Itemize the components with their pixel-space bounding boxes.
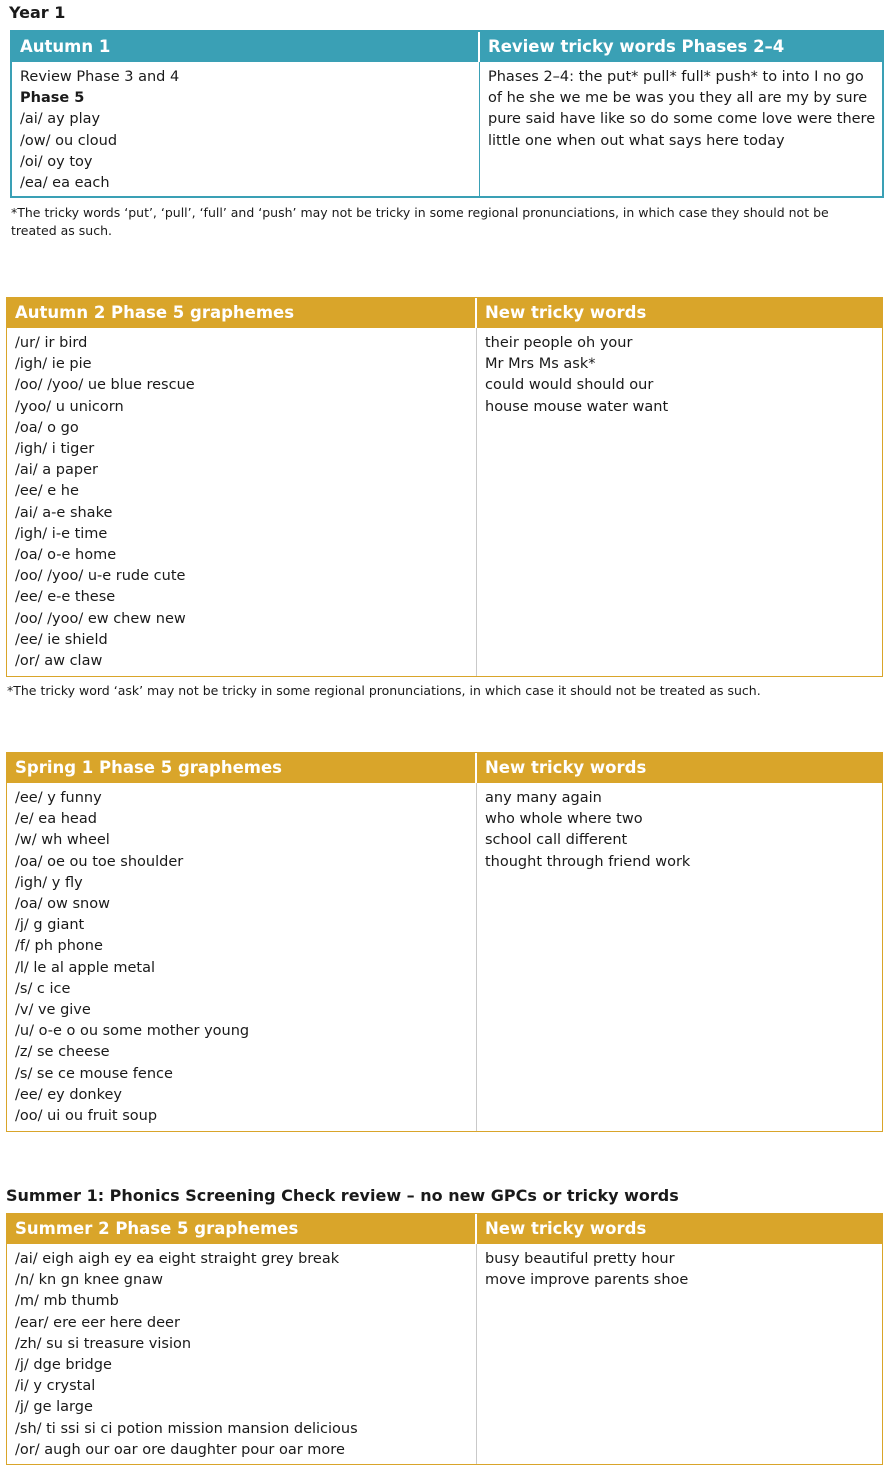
summer2-header-row: [7, 1214, 882, 1244]
summer1-heading: Summer 1: Phonics Screening Check review – no new GPCs or tricky words: [6, 1186, 679, 1205]
summer2-left-line: /j/ dge bridge: [15, 1357, 112, 1374]
autumn2-left-line: /ai/ a-e shake: [15, 504, 113, 521]
autumn1-body-row: [12, 62, 882, 196]
autumn2-header-row: [7, 298, 882, 328]
autumn2-left-line: /yoo/ u unicorn: [15, 398, 124, 415]
summer2-body-row: [7, 1244, 882, 1464]
spring1-left-line: /v/ ve give: [15, 1002, 91, 1019]
autumn2-left-line: /oo/ /yoo/ u-e rude cute: [15, 568, 186, 585]
autumn2-left-line: /oa/ o go: [15, 419, 79, 436]
autumn1-left-line: /oi/ oy toy: [20, 153, 93, 170]
autumn2-left-line: /ai/ a paper: [15, 462, 98, 479]
autumn2-left-line: /ur/ ir bird: [15, 335, 88, 351]
autumn2-note: *The tricky word ‘ask’ may not be tricky in some regional pronunciations, in which case it should not be treated as such.: [7, 683, 761, 698]
spring1-left-cell: [7, 783, 477, 1131]
autumn1-left-line: /ow/ ou cloud: [20, 132, 118, 149]
summer2-left-line: /or/ augh our oar ore daughter pour oar more: [15, 1441, 345, 1458]
spring1-right-cell: [477, 783, 882, 1131]
autumn1-left-line: Phase 5: [20, 90, 85, 107]
spring1-left-line: /l/ le al apple metal: [15, 959, 155, 976]
autumn1-right-line: of he she we me be was you they all are my by sure: [488, 90, 868, 107]
summer2-left-cell: [7, 1244, 477, 1464]
summer2-left-line: /ai/ eigh aigh ey ea eight straight grey break: [15, 1251, 340, 1267]
autumn2-left-cell: [7, 328, 477, 676]
spring1-right-line: thought through friend work: [485, 853, 691, 870]
autumn2-right-line: house mouse water want: [485, 398, 669, 415]
autumn1-right-line: pure said have like so do some come love were there: [488, 111, 876, 128]
spring1-left-line: /oa/ ow snow: [15, 896, 110, 913]
autumn2-left-line: /igh/ ie pie: [15, 356, 92, 373]
autumn2-left-line: /oa/ o-e home: [15, 547, 117, 564]
autumn1-right-line: Phases 2–4: the put* pull* full* push* to into I no go: [488, 69, 864, 85]
summer2-table: [6, 1213, 883, 1465]
autumn1-right-line: little one when out what says here today: [488, 132, 785, 149]
autumn1-header-right: Review tricky words Phases 2–4: [488, 37, 785, 56]
summer2-left-line: /i/ y crystal: [15, 1378, 96, 1395]
autumn2-right-line: could would should our: [485, 377, 654, 394]
autumn2-right-line: Mr Mrs Ms ask*: [485, 356, 596, 373]
autumn1-note-line: *The tricky words ‘put’, ‘pull’, ‘full’ and ‘push’ may not be tricky in some regional pronunciations, in which case they should not be: [11, 205, 829, 220]
autumn2-left-line: /oo/ /yoo/ ue blue rescue: [15, 377, 195, 394]
summer2-left-line: /m/ mb thumb: [15, 1293, 119, 1310]
autumn2-right-cell: [477, 328, 882, 676]
spring1-left-line: /s/ se ce mouse fence: [15, 1065, 173, 1082]
spring1-header-right: New tricky words: [485, 758, 647, 777]
autumn2-left-line: /ee/ e-e these: [15, 589, 116, 606]
summer2-header-left: Summer 2 Phase 5 graphemes: [7, 1214, 477, 1244]
summer2-left-line: /n/ kn gn knee gnaw: [15, 1272, 163, 1289]
spring1-left-line: /j/ g giant: [15, 917, 85, 934]
spring1-left-line: /oa/ oe ou toe shoulder: [15, 853, 184, 870]
spring1-header-row: [7, 753, 882, 783]
spring1-body-row: [7, 783, 882, 1131]
autumn2-left-line: /igh/ i tiger: [15, 441, 95, 458]
autumn2-right-line: their people oh your: [485, 335, 633, 351]
summer2-left-line: /sh/ ti ssi si ci potion mission mansion delicious: [15, 1420, 358, 1437]
autumn1-header-row: [12, 32, 882, 62]
spring1-right-line: who whole where two: [485, 811, 643, 828]
autumn1-right-cell: [480, 62, 882, 196]
spring1-left-line: /e/ ea head: [15, 811, 97, 828]
spring1-left-line: /u/ o-e o ou some mother young: [15, 1023, 250, 1040]
spring1-right-line: any many again: [485, 790, 602, 806]
spring1-left-line: /w/ wh wheel: [15, 832, 110, 849]
autumn2-left-line: /igh/ i-e time: [15, 525, 108, 542]
spring1-left-line: /ee/ ey donkey: [15, 1086, 122, 1103]
autumn2-table: [6, 297, 883, 677]
summer2-left-line: /ear/ ere eer here deer: [15, 1314, 180, 1331]
spring1-table: [6, 752, 883, 1132]
autumn2-left-line: /or/ aw claw: [15, 653, 103, 670]
spring1-left-line: /z/ se cheese: [15, 1044, 110, 1061]
autumn2-body-row: [7, 328, 882, 676]
autumn2-header-left: Autumn 2 Phase 5 graphemes: [7, 298, 477, 328]
spring1-left-line: /s/ c ice: [15, 980, 71, 997]
summer2-header-right: New tricky words: [485, 1219, 647, 1238]
autumn1-left-line: /ea/ ea each: [20, 175, 110, 192]
autumn1-table: [10, 30, 884, 198]
summer2-right-line: move improve parents shoe: [485, 1272, 689, 1289]
spring1-left-line: /ee/ y funny: [15, 790, 102, 806]
autumn2-header-right: New tricky words: [485, 303, 647, 322]
spring1-left-line: /f/ ph phone: [15, 938, 103, 955]
summer2-right-line: busy beautiful pretty hour: [485, 1251, 675, 1267]
summer2-right-cell: [477, 1244, 882, 1464]
autumn1-note-line: treated as such.: [11, 223, 112, 238]
summer2-left-line: /j/ ge large: [15, 1399, 93, 1416]
autumn2-left-line: /ee/ e he: [15, 483, 79, 500]
autumn1-left-cell: [12, 62, 480, 196]
year-heading: Year 1: [9, 3, 66, 22]
autumn1-left-line: /ai/ ay play: [20, 111, 101, 128]
autumn1-left-line: Review Phase 3 and 4: [20, 69, 180, 85]
spring1-right-line: school call different: [485, 832, 628, 849]
autumn1-header-left: Autumn 1: [12, 32, 480, 62]
autumn2-left-line: /ee/ ie shield: [15, 631, 108, 648]
spring1-left-line: /oo/ ui ou fruit soup: [15, 1108, 158, 1125]
summer2-left-line: /zh/ su si treasure vision: [15, 1335, 192, 1352]
spring1-header-left: Spring 1 Phase 5 graphemes: [7, 753, 477, 783]
autumn2-left-line: /oo/ /yoo/ ew chew new: [15, 610, 186, 627]
spring1-left-line: /igh/ y fly: [15, 874, 83, 891]
